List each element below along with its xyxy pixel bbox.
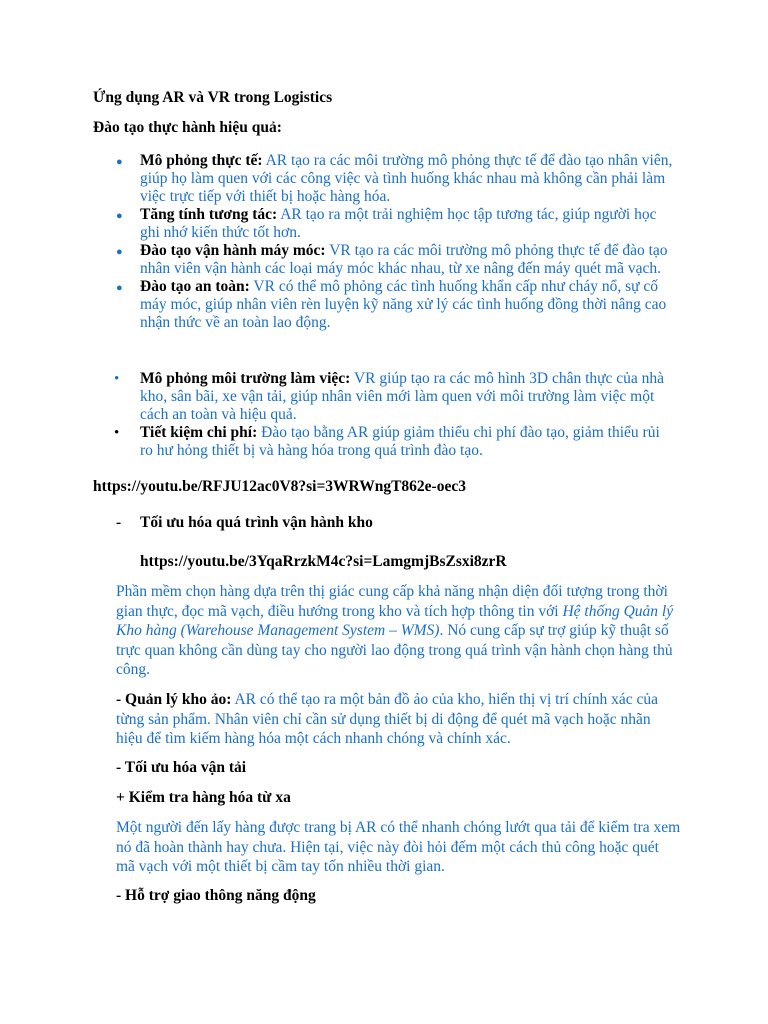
virtual-warehouse-term: - Quản lý kho ảo:: [116, 691, 232, 708]
list-item-term: Đào tạo an toàn:: [140, 278, 250, 295]
youtube-link-2[interactable]: https://youtu.be/3YqaRrzkM4c?si=LamgmjBsZsxi8zrR: [140, 553, 507, 570]
list-item-term: Tăng tính tương tác:: [140, 206, 278, 223]
list-item-text: VR có thể mô phỏng các tình huống khẩn cấp như cháy nổ, sự cố máy móc, giúp nhân viên rèn luyện kỹ năng xử lý các tình huống đồng thời nâng cao nhận thức về an toàn lao động.: [140, 278, 667, 331]
environment-list: [0, 370, 676, 460]
training-list: [0, 152, 676, 332]
youtube-link-1[interactable]: https://youtu.be/RFJU12ac0V8?si=3WRWngT862e-oec3: [93, 478, 466, 495]
vision-picking-paragraph: [116, 582, 681, 680]
list-item-text: VR tạo ra các môi trường mô phỏng thực tế để đào tạo nhân viên vận hành các loại máy móc khác nhau, từ xe nâng đến máy quét mã vạch.: [140, 242, 668, 277]
paragraph-tail: . Nó cung cấp sự trợ giúp kỹ thuật số trực quan không cần dùng tay cho người lao động trong quá trình vận hành chọn hàng thủ công.: [116, 622, 673, 678]
remote-check-heading: + Kiểm tra hàng hóa từ xa: [116, 789, 291, 806]
document-title: Ứng dụng AR và VR trong Logistics: [93, 89, 333, 106]
list-item: [0, 152, 676, 206]
list-item-text: VR giúp tạo ra các mô hình 3D chân thực của nhà kho, sân bãi, xe vận tải, giúp nhân viên mới làm quen với môi trường làm việc một cách an toàn và hiệu quả.: [140, 370, 665, 423]
wms-term: Hệ thống Quản lý Kho hàng (Warehouse Management System – WMS): [116, 602, 674, 639]
list-item-term: Mô phỏng môi trường làm việc:: [140, 370, 351, 387]
bullet-icon: ●: [116, 282, 123, 294]
list-item-text: AR tạo ra các môi trường mô phỏng thực tế để đào tạo nhân viên, giúp họ làm quen với các công việc và tình huống khác nhau mà không cần phải làm việc trực tiếp với thiết bị hoặc hàng hóa.: [140, 152, 673, 205]
section-subtitle: Đào tạo thực hành hiệu quả:: [93, 119, 282, 136]
bullet-icon: •: [114, 425, 120, 441]
bullet-icon: •: [114, 371, 120, 387]
list-item-term: Tiết kiệm chi phí:: [140, 424, 258, 441]
bullet-icon: ●: [116, 210, 123, 222]
transport-heading: - Tối ưu hóa vận tải: [116, 759, 247, 776]
traffic-heading: - Hỗ trợ giao thông năng động: [116, 887, 316, 904]
bullet-icon: ●: [116, 246, 123, 258]
list-item-text: AR tạo ra một trải nghiệm học tập tương tác, giúp người học ghi nhớ kiến thức tốt hơn.: [140, 206, 657, 241]
optimization-heading-label: Tối ưu hóa quá trình vận hành kho: [140, 514, 373, 531]
paragraph-text: Phần mềm chọn hàng dựa trên thị giác cung cấp khả năng nhận diện đối tượng trong thời gian thực, đọc mã vạch, điều hướng trong kho và tích hợp thông tin với: [116, 583, 668, 620]
list-item: [0, 206, 676, 242]
virtual-warehouse-paragraph: [116, 690, 681, 749]
list-item: [0, 242, 676, 278]
bullet-icon: ●: [116, 156, 123, 168]
remote-check-paragraph: Một người đến lấy hàng được trang bị AR có thể nhanh chóng lướt qua tải để kiểm tra xem nó đã hoàn thành hay chưa. Hiện tại, việc này đòi hỏi đếm một cách thủ công hoặc quét mã vạch với một thiết bị cầm tay tốn nhiều thời gian.: [116, 819, 681, 875]
list-item-text: Đào tạo bằng AR giúp giảm thiểu chi phí đào tạo, giảm thiểu rủi ro hư hỏng thiết bị và hàng hóa trong quá trình đào tạo.: [140, 424, 660, 459]
list-item-term: Đào tạo vận hành máy móc:: [140, 242, 326, 259]
virtual-warehouse-text: AR có thể tạo ra một bản đồ ảo của kho, hiển thị vị trí chính xác của từng sản phẩm. Nhân viên chỉ cần sử dụng thiết bị di động để quét mã vạch hoặc nhãn hiệu để tìm kiếm hàng hóa một cách nhanh chóng và chính xác.: [116, 691, 658, 747]
list-item: [0, 278, 676, 332]
list-item: [0, 424, 676, 460]
list-item-term: Mô phỏng thực tế:: [140, 152, 263, 169]
list-item: [0, 370, 676, 424]
dash-marker: -: [116, 514, 122, 531]
